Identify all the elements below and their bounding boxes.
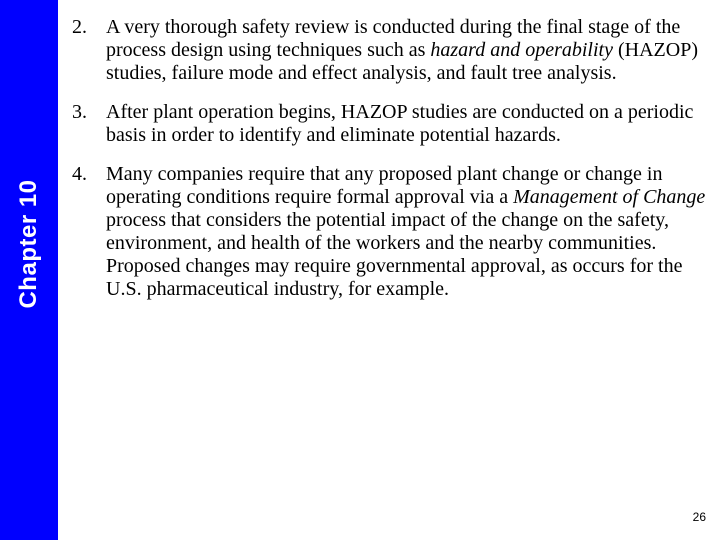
text-segment-italic: Management of Change (513, 186, 706, 208)
text-segment: After plant operation begins, HAZOP studies are conducted on a periodic basis in order to identify and eliminate potential hazards. (106, 101, 694, 146)
list-item (72, 101, 716, 147)
item-text (106, 163, 716, 301)
page-number: 26 (692, 510, 706, 524)
item-text (106, 16, 716, 85)
text-segment-italic: hazard and operability (430, 39, 613, 61)
list-item (72, 163, 716, 301)
chapter-sidebar (0, 0, 58, 540)
text-segment: Many companies require that any proposed plant change or change in operating conditions require formal approval via a (106, 163, 663, 208)
chapter-label: Chapter 10 (15, 179, 42, 309)
text-segment: process that considers the potential impact of the change on the safety, environment, and health of the workers and the nearby communities. Proposed changes may require governmental approval, as occurs for the U.S. pharmaceutical industry, for example. (106, 209, 683, 300)
item-number: 3. (72, 101, 87, 123)
text-segment: A very thorough safety review is conducted during the final stage of the process design using techniques such as (106, 16, 681, 61)
slide-content (72, 16, 716, 301)
item-number: 4. (72, 163, 87, 185)
text-segment: (HAZOP) studies, failure mode and effect analysis, and fault tree analysis. (106, 39, 698, 84)
list-item (72, 16, 716, 85)
item-text (106, 101, 716, 147)
item-number: 2. (72, 16, 87, 38)
